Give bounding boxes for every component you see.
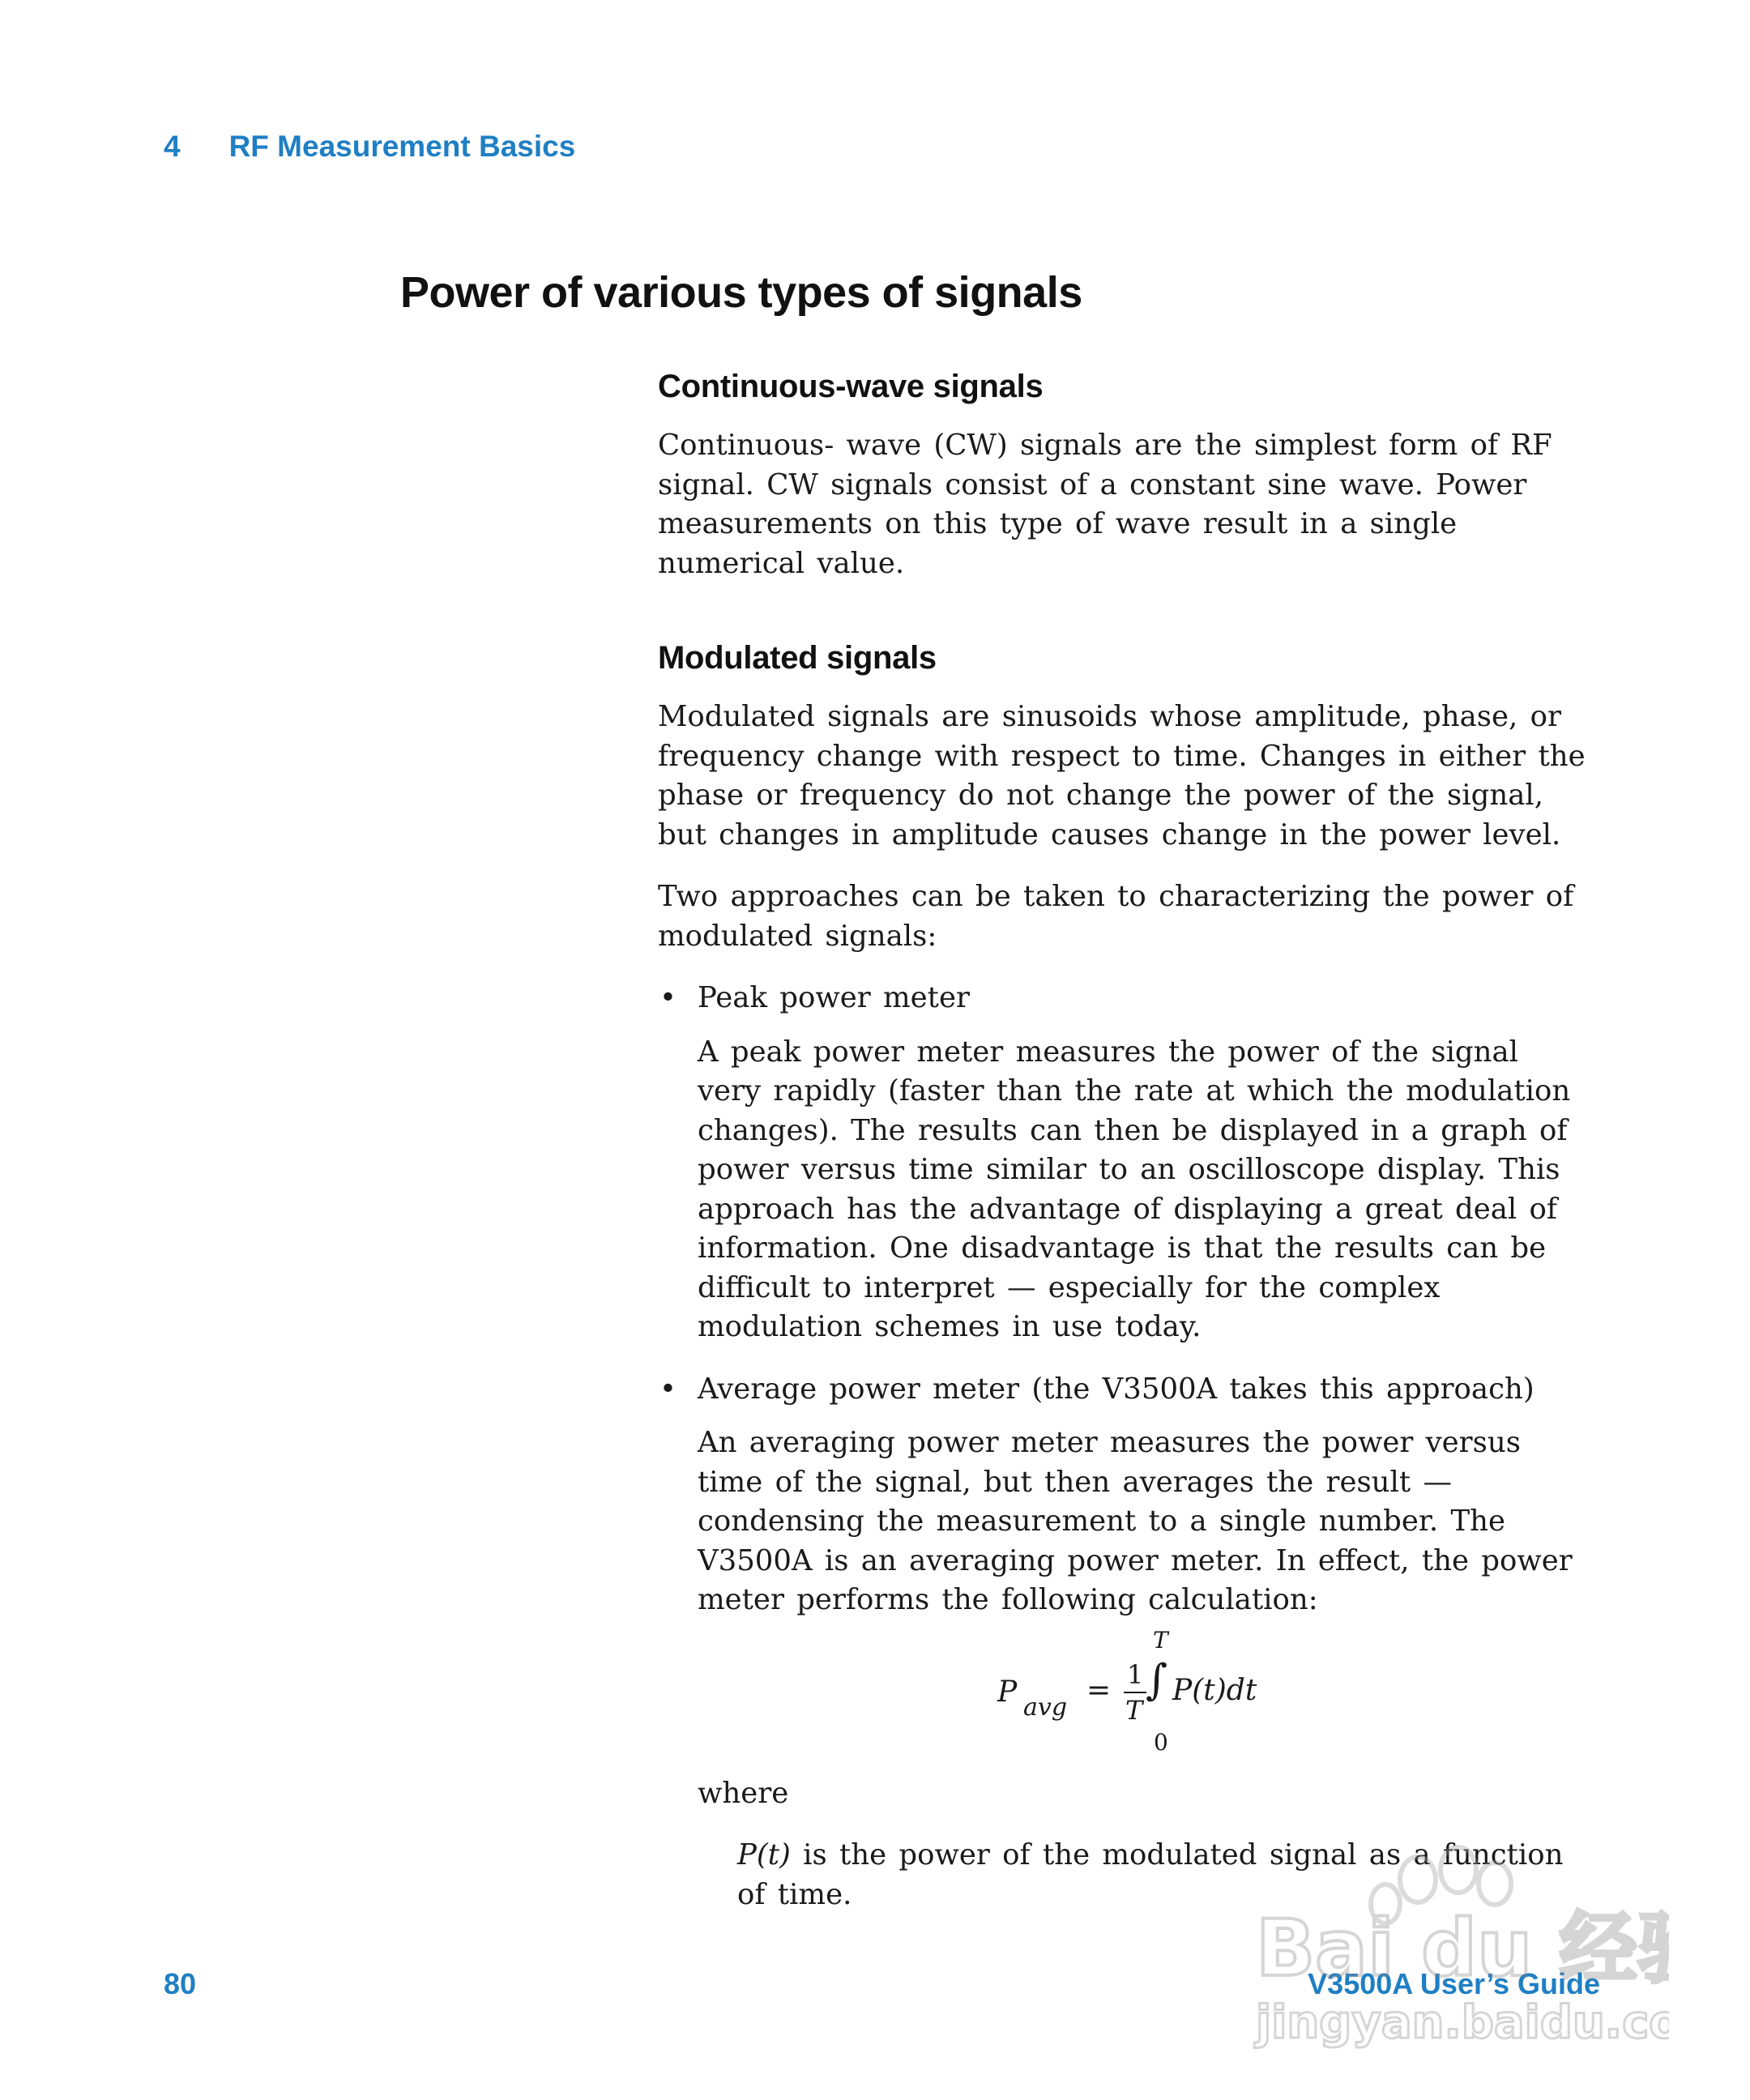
guide-title: V3500A User’s Guide bbox=[1308, 1967, 1600, 2000]
formula-denominator: T bbox=[1125, 1694, 1143, 1726]
bullet-label: Average power meter (the V3500A takes this approach) bbox=[698, 1372, 1534, 1406]
page-number: 80 bbox=[164, 1967, 197, 2000]
watermark-brand: Bai du 经 bbox=[1256, 1903, 1637, 1994]
bullet-peak-power-meter bbox=[658, 979, 1590, 1018]
section-title: Power of various types of signals bbox=[400, 268, 1082, 317]
cw-body: Continuous- wave (CW) signals are the simplest form of RF signal. CW signals consist of a constant sine wave. Power measurements on this type of wave result in a single numerical value. bbox=[658, 429, 1552, 580]
formula-upper-limit: T bbox=[1153, 1626, 1168, 1654]
bullet-body-average: An averaging power meter measures the power versus time of the signal, but then averages the result — condensing the measurement to a single number. The V3500A is an averaging power meter. In effect, the power meter performs the following calculation: bbox=[698, 1426, 1573, 1616]
modulated-para-2: Two approaches can be taken to characterizing the power of modulated signals: bbox=[658, 880, 1574, 953]
bullet-body-peak: A peak power meter measures the power of the signal very rapidly (faster than the rate at which the modulation changes). The results can then be displayed in a graph of power versus time similar to an oscilloscope display. This approach has the advantage of displaying a great deal of information. One disadvantage is that the results can be difficult to interpret — especially for the complex modulation schemes in use today. bbox=[698, 1035, 1571, 1343]
baidu-watermark bbox=[1248, 1839, 1669, 2050]
modulated-heading: Modulated signals bbox=[658, 640, 937, 676]
formula-lhs: P bbox=[997, 1675, 1018, 1709]
formula-integral-icon: ∫ bbox=[1146, 1655, 1168, 1705]
watermark-url: jingyan.baidu.co bbox=[1256, 1996, 1669, 2049]
chapter-title: RF Measurement Basics bbox=[228, 130, 576, 163]
paw-logo-icon bbox=[1248, 1839, 1669, 2050]
content-column bbox=[658, 369, 1590, 1937]
formula-lhs-subscript: avg bbox=[1023, 1692, 1068, 1722]
average-power-formula bbox=[698, 1620, 1590, 1766]
formula-numerator: 1 bbox=[1127, 1658, 1144, 1690]
formula-equals: = bbox=[1086, 1673, 1112, 1707]
formula-fraction-bar bbox=[1124, 1692, 1146, 1693]
bullet-dot-icon: • bbox=[659, 981, 677, 1014]
modulated-para-1: Modulated signals are sinusoids whose amplitude, phase, or frequency change with respect to time. Changes in either the phase or frequency do not change the power of the signal, but changes in amplitude causes change in the power level. bbox=[658, 700, 1586, 852]
where-term: P(t) bbox=[737, 1838, 791, 1872]
where-label: where bbox=[698, 1776, 789, 1810]
chapter-header bbox=[164, 130, 575, 164]
where-def-text: is the power of the modulated signal as a function of time. bbox=[737, 1838, 1564, 1911]
cw-heading: Continuous-wave signals bbox=[658, 369, 1044, 404]
chapter-number: 4 bbox=[164, 130, 181, 163]
bullet-dot-icon: • bbox=[659, 1372, 677, 1406]
bullet-average-power-meter bbox=[658, 1370, 1590, 1410]
bullet-label: Peak power meter bbox=[698, 981, 970, 1014]
formula-integrand: P(t)dt bbox=[1172, 1673, 1257, 1707]
formula-lower-limit: 0 bbox=[1154, 1728, 1168, 1756]
